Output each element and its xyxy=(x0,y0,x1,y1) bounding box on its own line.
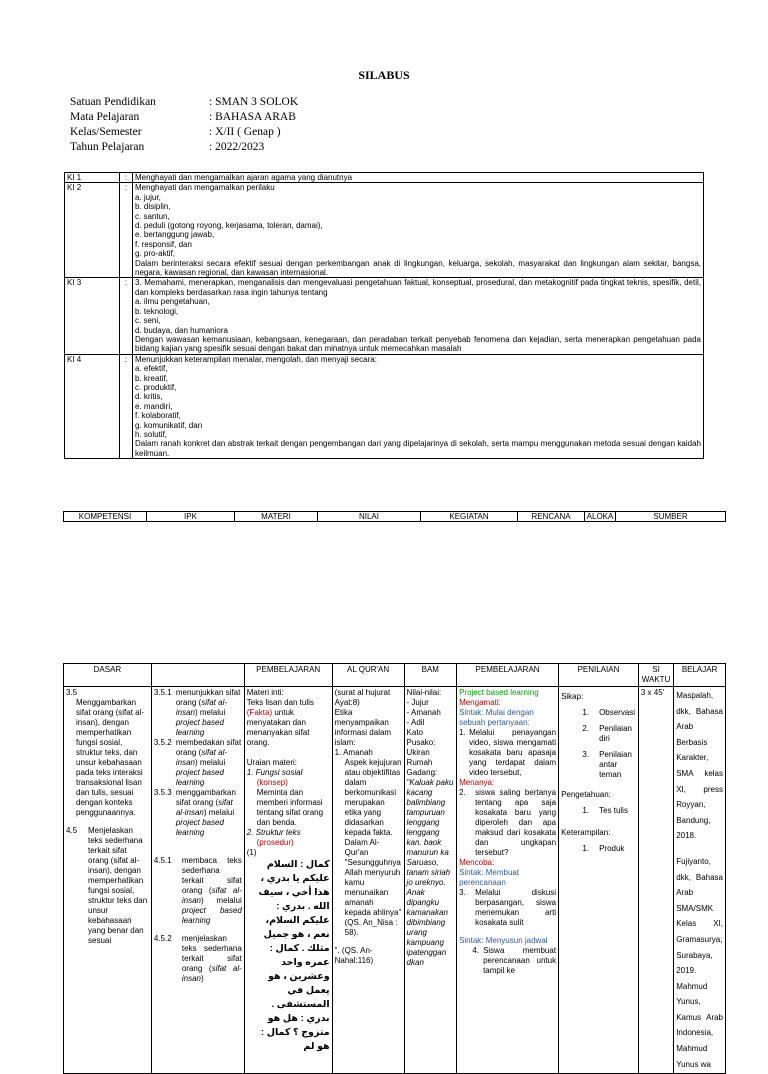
ki2-content xyxy=(133,183,704,278)
sumber-cell xyxy=(674,687,726,1074)
materi-konsep: (konsep) xyxy=(256,778,288,787)
core-competency-table xyxy=(64,172,704,459)
materi-text: 1. Fungsi sosial xyxy=(246,768,303,777)
info-value: : SMAN 3 SOLOK xyxy=(209,96,299,108)
materi-text: 2. Struktur teks xyxy=(246,828,301,837)
ipk-italic: sifat al-insan xyxy=(181,964,242,983)
kd-item xyxy=(66,826,149,946)
ipk-number: 3.5.2 xyxy=(153,738,172,747)
ki1-text: Menghayati dan mengamalkan ajaran agama yang dianutnya xyxy=(133,173,704,183)
header-row xyxy=(64,512,726,522)
kegiatan-text: Melalui diskusi berpasangan, siswa menemukan arti kosakata sulit xyxy=(475,888,557,927)
ipk-text: membedakan sifat orang ( xyxy=(175,738,242,757)
header-cell: RENCANA xyxy=(518,512,585,522)
nilai-text: 1. Amanah xyxy=(334,748,373,757)
ki1-row xyxy=(65,173,704,183)
ipk-number: 3.5.1 xyxy=(153,688,172,697)
ipk-number: 4.5.1 xyxy=(153,856,172,865)
arabic-dialogue: كمال : السلام عليكم يا بدري ، هذا أخي ، سيف الله . بدري : عليكم السلام، نعم ، هو جميل مثلك . كمال : عمره واحد وعشرين ، هو يعمل في المستشفى . بدري : هل هو متزوج ؟ كمال : هو لم xyxy=(258,859,330,1052)
ki2-intro: Menghayati dan mengamalkan perilaku xyxy=(135,183,275,193)
ipk-text: ) melalui xyxy=(194,758,226,767)
ki1-colon: : xyxy=(120,173,133,183)
ki2-item: g. pro-aktif, xyxy=(135,249,176,259)
info-label: Kelas/Semester xyxy=(70,126,142,138)
info-label: Mata Pelajaran xyxy=(70,111,140,123)
kegiatan-item: 4. Siswa membuat perencanaan untuk tampil ke xyxy=(472,946,557,975)
bam-item: - Adil xyxy=(406,718,425,727)
info-row xyxy=(70,110,298,125)
ipk-text: menunjukkan sifat orang ( xyxy=(175,688,241,707)
ki4-content xyxy=(133,354,704,458)
materi-heading: Materi inti: xyxy=(246,688,284,697)
ipk-item xyxy=(154,856,242,926)
ki4-intro: Menunjukkan keterampilan menalar, mengolah, dan menyaji secara: xyxy=(135,354,377,364)
kegiatan-sintak: Sintak: Mulai dengan sebuah pertanyaan: xyxy=(459,708,534,727)
ipk-italic: sifat al-insan xyxy=(181,886,242,905)
ipk-italic: sifat al-insan xyxy=(175,698,228,717)
bam-item: - Amanah xyxy=(406,708,441,717)
penilaian-item: 2. Penilaian diri xyxy=(561,724,636,744)
materi-fungsi xyxy=(247,768,330,788)
penilaian-cell xyxy=(559,687,639,1074)
kegiatan-sintak: Sintak: Menyusun jadwal xyxy=(459,936,548,945)
ipk-text: ) melalui xyxy=(200,896,242,905)
ipk-method: project based learning xyxy=(181,906,242,925)
ki2-item: c. santun, xyxy=(135,211,170,221)
kd-number: 4.5 xyxy=(66,826,78,835)
ipk-cell xyxy=(151,687,244,1074)
syllabus-table xyxy=(63,663,726,1074)
ki4-item: h. solutif, xyxy=(135,429,168,439)
header-cell: BELAJAR xyxy=(674,664,726,687)
kegiatan-model: Project based learning xyxy=(459,688,539,697)
kd-text: Menjelaskan teks sederhana terkait sifat orang (sifat al-insan), dengan memperhatikan fungsi sosial, struktur teks dan unsur kebahasaan yang benar dan sesuai xyxy=(88,826,148,945)
materi-text: Teks lisan dan tulis xyxy=(246,698,314,707)
penilaian-item: 1. Observasi xyxy=(582,708,636,717)
ki4-item: b. kreatif, xyxy=(135,373,168,383)
penilaian-text: Penilaian diri xyxy=(599,724,632,743)
kd-number: 3.5 xyxy=(66,688,78,697)
ipk-method: project based learning xyxy=(175,768,224,787)
header-cell: ALOKA xyxy=(585,512,616,522)
header-cell: NILAI xyxy=(318,512,421,522)
materi-cell xyxy=(244,687,332,1074)
info-label: Tahun Pelajaran xyxy=(70,141,145,153)
ipk-item xyxy=(154,934,242,984)
kegiatan-text: Melalui penayangan video, siswa mengamati kosakata baru apasaja yang terdapat dalam video tersebut, xyxy=(469,728,557,777)
ki3-closing: Dengan wawasan kemanusiaan, kebangsaan, kenegaraan, dan peradaban terkait penyebab fenomena dan kejadian, serta menerapkan pengetahuan pada bidang kajian yang spesifik sesuai dengan bakat dan minatnya untuk memecahkan masalah xyxy=(135,334,701,354)
info-value: : X/II ( Genap ) xyxy=(209,126,281,138)
penilaian-group: Sikap: xyxy=(561,692,584,701)
ki2-item: d. peduli (gotong royong, kerjasama, toleran, damai), xyxy=(135,221,323,231)
materi-struktur xyxy=(247,828,330,848)
header-cell: KEGIATAN xyxy=(421,512,518,522)
kegiatan-item: 2. siswa saling bertanya tentang apa saja kosakata baru yang diperoleh dan apa maksud dari kosakata dan ungkapan tersebut? xyxy=(459,788,557,857)
ki2-item: a. jujur, xyxy=(135,192,161,202)
nilai-text: Aspek kejujuran atau objektifitas dalam berkomunikasi merupakan etika yang didasarkan kepada fakta. Dalam Al-Qur'an "Sesungguhnya Allah menyuruh kamu menunaikan amanah kepada ahlinya" (QS. An_Nisa : 58). xyxy=(344,758,402,937)
bam-text: "Kaluak paku kacang balimbiang tampuruan lenggang lenggang kan. baok manurun ka Saruaso, tanam siriah jo ureknyo. Anak dipangku kamanakan dibimbiang urang kampuang ipatenggan dkan xyxy=(406,778,454,967)
kegiatan-step: Mencoba: xyxy=(459,858,495,867)
materi-fungsi-text: Meminta dan memberi informasi tentang sifat orang dan benda. xyxy=(256,788,324,827)
ipk-text: menggambarkan sifat orang ( xyxy=(175,788,236,807)
alokasi-cell xyxy=(638,687,673,1074)
sumber-item: Maspalah, dkk, Bahasa Arab Berbasis Karakter, SMA kelas XI, press Royyan, Bandung, 2018. xyxy=(676,691,723,841)
header-cell: KOMPETENSI xyxy=(64,512,147,522)
header-cell xyxy=(151,664,244,687)
ki4-label: KI 4 xyxy=(65,354,120,458)
ki3-label: KI 3 xyxy=(65,278,120,354)
ipk-text: menjelaskan teks sederhana terkait sifat orang ( xyxy=(181,934,242,973)
ipk-text: membaca teks sederhana terkait sifat orang ( xyxy=(181,856,242,895)
penilaian-item: 1. Produk xyxy=(582,844,625,853)
kegiatan-text: siswa saling bertanya tentang apa saja kosakata baru yang diperoleh dan apa maksud dari kosakata dan ungkapan tersebut? xyxy=(475,788,557,857)
alokasi-waktu: 3 x 45' xyxy=(640,688,665,697)
info-row xyxy=(70,125,298,140)
ipk-item xyxy=(154,788,242,838)
info-label: Satuan Pendidikan xyxy=(70,96,156,108)
header-cell: SI WAKTU xyxy=(638,664,673,687)
penilaian-item: 3. Penilaian antar teman xyxy=(561,750,636,780)
materi-core xyxy=(247,698,330,748)
penilaian-text: Observasi xyxy=(599,708,636,717)
bam-item: - Jujur xyxy=(406,698,429,707)
ki2-item: e. bertanggung jawab, xyxy=(135,230,215,240)
ki3-item: c. seni, xyxy=(135,316,161,326)
ki3-item: d. budaya, dan humaniora xyxy=(135,325,228,335)
ki4-row xyxy=(65,354,704,458)
ki4-item: d. kritis, xyxy=(135,392,163,402)
ki4-colon: : xyxy=(120,354,133,458)
ki1-label: KI 1 xyxy=(65,173,120,183)
document-title: SILABUS xyxy=(358,68,410,82)
ipk-italic: sifat al-insan xyxy=(175,748,228,767)
header-cell: BAM xyxy=(404,664,457,687)
header-cell: SUMBER xyxy=(616,512,726,522)
kegiatan-text: Siswa membuat perencanaan untuk tampil ke xyxy=(483,946,557,975)
ipk-method: project based learning xyxy=(175,718,224,737)
ki2-colon: : xyxy=(120,183,133,278)
header-cell: IPK xyxy=(147,512,235,522)
materi-fakta: (Fakta) xyxy=(246,708,273,717)
ki4-closing: Dalam ranah konkret dan abstrak terkait dengan pengembangan dari yang dipelajarinya di sekolah, serta mampu menggunakan metoda sesuai dengan kaidah keilmuan. xyxy=(135,439,701,458)
ipk-text: ) melalui xyxy=(194,708,226,717)
ipk-item xyxy=(154,738,242,788)
header-cell: PEMBELAJARAN xyxy=(457,664,559,687)
nilai-text: (surat al hujurat Ayat:8) xyxy=(334,688,391,707)
header-cell: MATERI xyxy=(235,512,318,522)
bam-text: Ukiran Rumah Gadang: xyxy=(406,748,438,777)
sumber-item: Mahmud Yunus, Kamus Arab Indonesia, Mahmud Yunus wa xyxy=(676,981,723,1069)
table-row xyxy=(64,687,726,1074)
penilaian-item: 1. Tes tulis xyxy=(582,806,628,815)
penilaian-group: Keterampilan: xyxy=(561,828,611,837)
ki4-item: f. kolaboratif, xyxy=(135,411,181,421)
ki3-item: b. teknologi, xyxy=(135,306,179,316)
penilaian-group: Pengetahuan: xyxy=(561,790,611,799)
materi-text: untuk menyatakan dan menanyakan sifat orang. xyxy=(246,708,310,747)
kegiatan-step: Menanya: xyxy=(459,778,495,787)
kegiatan-item: 1. Melalui penayangan video, siswa mengamati kosakata baru apasaja yang terdapat dalam video tersebut, xyxy=(459,728,557,777)
bam-text: Nilai-nilai: xyxy=(406,688,442,697)
header-cell: PENILAIAN xyxy=(559,664,639,687)
sumber-item: Fujiyanto, dkk, Bahasa Arab SMA/SMK Kelas XI, Gramasurya, Surabaya, 2019. xyxy=(676,856,723,976)
penilaian-text: Tes tulis xyxy=(599,806,628,815)
nilai-cell xyxy=(332,687,404,1074)
ki2-label: KI 2 xyxy=(65,183,120,278)
ki2-item: b. disiplin, xyxy=(135,202,171,212)
info-value: : 2022/2023 xyxy=(209,141,265,153)
bam-cell xyxy=(404,687,457,1074)
kd-text: Menggambarkan sifat orang (sifat al-insan), dengan memperhatikan fungsi sosial, struktur teks, dan unsur kebahasaan pada teks interaksi transaksional lisan dan tulis, sesuai dengan konteks penggunaannya. xyxy=(76,698,145,817)
ki2-closing: Dalam berinteraksi secara efektif sesuai dengan perkembangan anak di lingkungan, keluarga, sekolah, masyarakat dan lingkungan alam sekitar, bangsa, negara, kawasan regional, dan kawasan internasional. xyxy=(135,258,701,278)
bam-text: Kato Pusako: xyxy=(406,728,436,747)
info-row xyxy=(70,140,298,155)
header-cell: PEMBELAJARAN xyxy=(244,664,332,687)
ipk-item xyxy=(154,688,242,738)
ipk-text: ) xyxy=(200,974,204,983)
penilaian-text: Penilaian antar teman xyxy=(599,750,632,779)
ipk-number: 3.5.3 xyxy=(153,788,172,797)
materi-prosedur: (prosedur) xyxy=(256,838,294,847)
header-cell: AL QUR'AN xyxy=(332,664,404,687)
header-cell: DASAR xyxy=(64,664,152,687)
kegiatan-step: Mengamati: xyxy=(459,698,501,707)
penilaian-text: Produk xyxy=(599,844,625,853)
ki2-item: f. responsif, dan xyxy=(135,239,192,249)
ki4-item: e. mandiri, xyxy=(135,401,173,411)
kegiatan-sintak: Sintak: Membuat perencanaan xyxy=(459,868,520,887)
info-value: : BAHASA ARAB xyxy=(209,111,296,123)
ki4-item: g. komunikatif, dan xyxy=(135,420,203,430)
ki3-intro: 3. Memahami, menerapkan, menganalisis dan mengevaluasi pengetahuan faktual, konseptual, prosedural, dan metakognitif pada tingkat teknis, spesifik, detil, dan kompleks berdasarkan rasa ingin tahunya tentang xyxy=(135,278,701,297)
ki2-row xyxy=(65,183,704,278)
materi-num: (1) xyxy=(246,848,257,857)
ipk-text: ) melalui xyxy=(203,808,235,817)
ki4-item: c. produktif, xyxy=(135,382,177,392)
info-row xyxy=(70,95,298,110)
ki3-colon: : xyxy=(120,278,133,354)
syllabus-header-top xyxy=(63,511,726,522)
kd-cell xyxy=(64,687,152,1074)
ki4-item: a. efektif, xyxy=(135,364,168,374)
ki3-content xyxy=(133,278,704,354)
nilai-text: ". (QS. An-Nahal:116) xyxy=(334,946,374,965)
ipk-number: 4.5.2 xyxy=(153,934,172,943)
ipk-method: project based learning xyxy=(175,818,224,837)
ki3-row xyxy=(65,278,704,354)
identity-block xyxy=(70,95,298,155)
header-row xyxy=(64,664,726,687)
ki3-item: a. ilmu pengetahuan, xyxy=(135,297,210,307)
nilai-text: Etika menyampaikan informasi dalam islam: xyxy=(334,708,392,747)
kegiatan-cell xyxy=(457,687,559,1074)
materi-uraian: Uraian materi: xyxy=(246,758,298,767)
ipk-italic: sifat al-insan xyxy=(175,798,233,817)
kegiatan-item: 3. Melalui diskusi berpasangan, siswa menemukan arti kosakata sulit xyxy=(459,888,557,927)
